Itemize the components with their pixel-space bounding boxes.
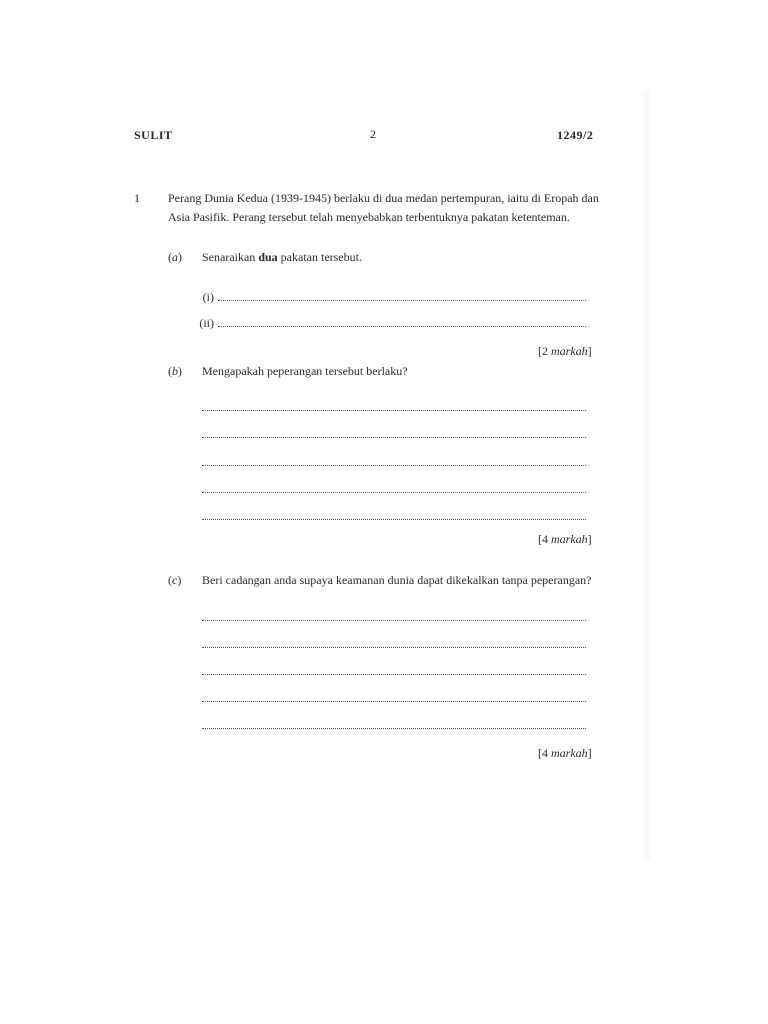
part-b-answer-line[interactable] (202, 437, 586, 438)
part-c-question: Beri cadangan anda supaya keamanan dunia dapat dikekalkan tanpa peperangan? (202, 573, 592, 587)
part-a-label: (a) (168, 250, 182, 264)
part-c-answer-line[interactable] (202, 701, 586, 702)
question-number: 1 (134, 191, 140, 205)
part-c-answer-line[interactable] (202, 674, 586, 675)
part-c-label: (c) (168, 573, 182, 587)
part-a-item-ii-answer-line[interactable] (218, 326, 586, 327)
part-c-answer-line[interactable] (202, 728, 586, 729)
part-b-answer-line[interactable] (202, 492, 586, 493)
part-b-answer-line[interactable] (202, 519, 586, 520)
question-intro-line-1: Perang Dunia Kedua (1939-1945) berlaku di dua medan pertempuran, iaitu di Eropah dan (168, 191, 599, 205)
part-b-marks: [4 markah] (538, 532, 592, 546)
part-a-item-ii-label: (ii) (199, 316, 214, 330)
part-a-marks: [2 markah] (538, 344, 592, 358)
header-classification: SULIT (134, 128, 173, 142)
part-a-item-i-answer-line[interactable] (218, 300, 586, 301)
part-c-marks: [4 markah] (538, 746, 592, 760)
part-a-question: Senaraikan dua pakatan tersebut. (202, 250, 362, 264)
question-intro-line-2: Asia Pasifik. Perang tersebut telah menyebabkan terbentuknya pakatan ketenteman. (168, 210, 570, 224)
part-b-answer-line[interactable] (202, 410, 586, 411)
part-b-answer-line[interactable] (202, 465, 586, 466)
paper-code: 1249/2 (557, 128, 594, 142)
part-c-answer-line[interactable] (202, 647, 586, 648)
part-a-item-i-label: (i) (202, 290, 214, 304)
scan-shadow (640, 90, 650, 860)
part-b-label: (b) (168, 364, 182, 378)
page-number: 2 (370, 127, 376, 141)
part-c-answer-line[interactable] (202, 620, 586, 621)
part-b-question: Mengapakah peperangan tersebut berlaku? (202, 364, 408, 378)
